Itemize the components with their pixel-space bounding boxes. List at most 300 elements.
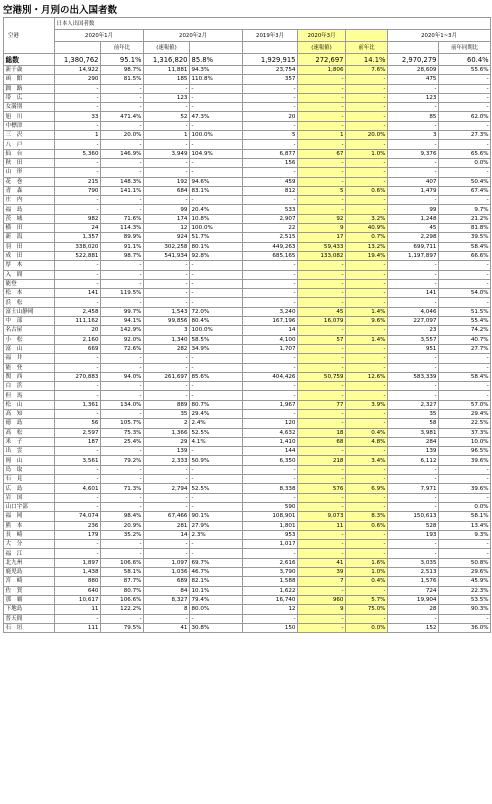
mar2020-value: - [298, 75, 346, 84]
q1-value: 528 [388, 521, 439, 530]
airport-name: 福 島 [4, 205, 55, 214]
feb-value: - [144, 363, 190, 372]
mar2019-value: 357 [243, 75, 298, 84]
table-row [4, 484, 491, 493]
jan-value: 215 [55, 177, 101, 186]
jan-yoy: 75.3% [101, 428, 144, 437]
feb-value: - [144, 103, 190, 112]
mar2020-value: - [298, 93, 346, 102]
table-row [4, 279, 491, 288]
feb-2020-header: 2020年2月 [144, 30, 243, 42]
q1-yoy: 29.4% [439, 409, 491, 418]
table-row [4, 335, 491, 344]
page-title: 空港別・月別の出入国者数 [3, 5, 118, 16]
table-row [4, 140, 491, 149]
jan-yoy: - [101, 93, 144, 102]
feb-yoy: 30.8% [190, 623, 243, 632]
mar2019-value: 533 [243, 205, 298, 214]
table-row [4, 623, 491, 632]
q1-yoy: - [439, 614, 491, 623]
mar2019-value: 108,901 [243, 512, 298, 521]
feb-value: - [144, 382, 190, 391]
mar2019-value: 2,907 [243, 214, 298, 223]
table-row [4, 158, 491, 167]
jan-value: - [55, 409, 101, 418]
mar2020-value: 92 [298, 214, 346, 223]
mar2020-value: - [298, 177, 346, 186]
q1-yoy: - [439, 121, 491, 130]
mar2020-value: - [298, 623, 346, 632]
q1-yoy: - [439, 93, 491, 102]
table-row [4, 121, 491, 130]
feb-value: 41 [144, 623, 190, 632]
mar2020-yoy: - [346, 391, 388, 400]
mar2019-value: 5 [243, 131, 298, 140]
feb-value: 2 [144, 419, 190, 428]
feb-yoy: - [190, 168, 243, 177]
jan-yoy: - [101, 354, 144, 363]
airport-name: 三 沢 [4, 131, 55, 140]
mar2019-value: 1,410 [243, 437, 298, 446]
jan-yoy: - [101, 502, 144, 511]
mar2020-value: - [298, 289, 346, 298]
q1-yoy: 55.6% [439, 66, 491, 75]
q1-yoy: 65.6% [439, 149, 491, 158]
mar2020-value: - [298, 354, 346, 363]
mar2020-value: 68 [298, 437, 346, 446]
jan-value: 790 [55, 186, 101, 195]
feb-value: - [144, 158, 190, 167]
mar2019-value: 150 [243, 623, 298, 632]
q1-value: 28,609 [388, 66, 439, 75]
mar2020-yoy: - [346, 298, 388, 307]
airport-name: 下地島 [4, 605, 55, 614]
mar19-blank [243, 42, 298, 54]
feb-value: 14 [144, 530, 190, 539]
jan-yoy: 91.1% [101, 242, 144, 251]
feb-yoy: 4.1% [190, 437, 243, 446]
q1-yoy: - [439, 382, 491, 391]
q1-yoy: 53.5% [439, 595, 491, 604]
mar2020-value: - [298, 382, 346, 391]
q1-value: 951 [388, 344, 439, 353]
mar2020-yoy: - [346, 261, 388, 270]
mar2019-value: - [243, 84, 298, 93]
table-row [4, 93, 491, 102]
mar2020-yoy: 8.3% [346, 512, 388, 521]
q1-value: - [388, 140, 439, 149]
feb-value: 1,316,820 [144, 54, 190, 66]
q1-value: 1,576 [388, 577, 439, 586]
feb-yoy: 100.0% [190, 326, 243, 335]
jan-yoy: - [101, 270, 144, 279]
mar2019-value: 812 [243, 186, 298, 195]
q1-yoy: 81.8% [439, 224, 491, 233]
feb-yoy: 58.5% [190, 335, 243, 344]
mar2020-yoy: - [346, 279, 388, 288]
feb-value: 2,794 [144, 484, 190, 493]
table-row [4, 289, 491, 298]
q1-value: 3 [388, 131, 439, 140]
jan-yoy: - [101, 382, 144, 391]
q1-yoy: 50.8% [439, 558, 491, 567]
mar2020-value: - [298, 196, 346, 205]
mar2020-value: - [298, 493, 346, 502]
q1-yoy: 96.5% [439, 447, 491, 456]
jan-value: 640 [55, 586, 101, 595]
feb-yoy: 69.7% [190, 558, 243, 567]
mar2020-yoy: 0.6% [346, 521, 388, 530]
mar2019-value: 1,017 [243, 540, 298, 549]
q1-value: 1,479 [388, 186, 439, 195]
q1-value: 724 [388, 586, 439, 595]
q1-value: - [388, 261, 439, 270]
jan-value: - [55, 465, 101, 474]
jan-yoy: - [101, 158, 144, 167]
mar20-yoy-header: 前年比 [346, 42, 388, 54]
q1-value: 475 [388, 75, 439, 84]
jan-value: 2,458 [55, 307, 101, 316]
mar2019-value: 12 [243, 605, 298, 614]
jan-yoy: - [101, 447, 144, 456]
jan-yoy: 99.7% [101, 307, 144, 316]
table-row [4, 475, 491, 484]
q1-value: 2,327 [388, 400, 439, 409]
feb-value: - [144, 140, 190, 149]
q1-value: 9,376 [388, 149, 439, 158]
airport-name: 宮 崎 [4, 577, 55, 586]
feb-value: 84 [144, 586, 190, 595]
q1-yoy: - [439, 465, 491, 474]
mar2020-value: 67 [298, 149, 346, 158]
mar2019-value: 120 [243, 419, 298, 428]
feb-yoy: - [190, 289, 243, 298]
mar2020-value: - [298, 205, 346, 214]
jan-value: 1,897 [55, 558, 101, 567]
airport-name: 新千歳 [4, 66, 55, 75]
mar2020-value: - [298, 270, 346, 279]
mar2019-value: - [243, 391, 298, 400]
airport-name: 鳥 取 [4, 465, 55, 474]
table-row [4, 75, 491, 84]
feb-value: 11,881 [144, 66, 190, 75]
airport-name: 新 潟 [4, 233, 55, 242]
q1-value: - [388, 391, 439, 400]
jan-value: 522,881 [55, 251, 101, 260]
feb-yoy: - [190, 391, 243, 400]
mar2020-value: 5 [298, 186, 346, 195]
q1-value: - [388, 354, 439, 363]
group-header: 日本人出国者数 [55, 18, 491, 30]
mar2019-value: - [243, 298, 298, 307]
table-row [4, 196, 491, 205]
table-row [4, 605, 491, 614]
jan-yoy: 71.6% [101, 214, 144, 223]
mar2020-value: - [298, 465, 346, 474]
mar2020-yoy: - [346, 84, 388, 93]
header-row-1 [4, 18, 491, 30]
jan-yoy: 95.1% [101, 54, 144, 66]
q1-value: - [388, 549, 439, 558]
mar2019-value: - [243, 382, 298, 391]
mar2020-value: - [298, 586, 346, 595]
table-row [4, 465, 491, 474]
q1-value: 3,557 [388, 335, 439, 344]
q1-yoy: 67.4% [439, 186, 491, 195]
feb-yoy: 2.3% [190, 530, 243, 539]
table-row [4, 400, 491, 409]
q1-yoy: - [439, 391, 491, 400]
mar2020-yoy: - [346, 75, 388, 84]
airport-name: 山 形 [4, 168, 55, 177]
airport-name: 仙 台 [4, 149, 55, 158]
airport-name: 大 分 [4, 540, 55, 549]
airport-name: 八 戸 [4, 140, 55, 149]
jan-value: 179 [55, 530, 101, 539]
airport-name: 函 館 [4, 75, 55, 84]
mar2019-value: 590 [243, 502, 298, 511]
feb-value: - [144, 196, 190, 205]
jan-value: 11 [55, 605, 101, 614]
q1-value: 227,097 [388, 317, 439, 326]
mar2020-value: 41 [298, 558, 346, 567]
jan-value: - [55, 270, 101, 279]
q1-yoy: 66.6% [439, 251, 491, 260]
mar2020-yoy: 13.2% [346, 242, 388, 251]
feb-value: 174 [144, 214, 190, 223]
jan-value: - [55, 493, 101, 502]
jan-value: - [55, 298, 101, 307]
mar2020-value: 218 [298, 456, 346, 465]
q1-yoy: 51.5% [439, 307, 491, 316]
mar2020-value: - [298, 540, 346, 549]
jan-yoy: 87.7% [101, 577, 144, 586]
mar2020-value: 16,079 [298, 317, 346, 326]
mar2020-value: 133,082 [298, 251, 346, 260]
feb-yoy: 80.0% [190, 605, 243, 614]
feb-value: - [144, 261, 190, 270]
jan-yoy: 79.5% [101, 623, 144, 632]
mar2020-value: - [298, 530, 346, 539]
jan-value: 1,361 [55, 400, 101, 409]
jan-value: - [55, 279, 101, 288]
jan-yoy: 98.7% [101, 66, 144, 75]
feb-yoy: 80.4% [190, 317, 243, 326]
mar2020-yoy: - [346, 289, 388, 298]
mar20-prelim-header: (速報値) [298, 42, 346, 54]
feb-yoy: - [190, 614, 243, 623]
feb-value: - [144, 502, 190, 511]
q1-value: 7,971 [388, 484, 439, 493]
feb-yoy: - [190, 279, 243, 288]
airport-name: 但 馬 [4, 391, 55, 400]
feb-prelim-header: (速報値) [144, 42, 190, 54]
jan-yoy: - [101, 84, 144, 93]
q1-value: 284 [388, 437, 439, 446]
feb-yoy: - [190, 447, 243, 456]
feb-value: - [144, 614, 190, 623]
feb-value: 541,934 [144, 251, 190, 260]
airport-name: 名古屋 [4, 326, 55, 335]
table-row [4, 437, 491, 446]
jan-value: 20 [55, 326, 101, 335]
jan-yoy: - [101, 391, 144, 400]
q1-yoy-header: 前年同期比 [439, 42, 491, 54]
feb-value: - [144, 298, 190, 307]
mar2019-value: - [243, 363, 298, 372]
table-row [4, 344, 491, 353]
airport-name: 横 田 [4, 224, 55, 233]
q1-value: - [388, 502, 439, 511]
q1-value: 3,981 [388, 428, 439, 437]
mar2020-value: 1 [298, 131, 346, 140]
q1-value: 58 [388, 419, 439, 428]
mar2020-yoy: 1.4% [346, 335, 388, 344]
jan-yoy: - [101, 614, 144, 623]
feb-value: 1,543 [144, 307, 190, 316]
feb-yoy: 27.9% [190, 521, 243, 530]
feb-value: 192 [144, 177, 190, 186]
jan-value: 982 [55, 214, 101, 223]
jan-yoy: 94.0% [101, 372, 144, 381]
jan-yoy: - [101, 475, 144, 484]
mar2020-value: 9,073 [298, 512, 346, 521]
mar2020-yoy: - [346, 419, 388, 428]
q1-yoy: - [439, 493, 491, 502]
table-row [4, 103, 491, 112]
mar2019-value: - [243, 103, 298, 112]
jan-value: - [55, 196, 101, 205]
table-row [4, 177, 491, 186]
airport-name: 出 雲 [4, 447, 55, 456]
table-row [4, 614, 491, 623]
jan-value: 14,922 [55, 66, 101, 75]
q1-value: 3,035 [388, 558, 439, 567]
feb-value: 281 [144, 521, 190, 530]
mar2020-value: 39 [298, 568, 346, 577]
jan-yoy: 20.0% [101, 131, 144, 140]
feb-value: 3 [144, 326, 190, 335]
jan-value: - [55, 540, 101, 549]
mar2020-value: - [298, 614, 346, 623]
jan-yoy: 134.0% [101, 400, 144, 409]
jan-value: - [55, 614, 101, 623]
airport-header: 空港 [4, 18, 55, 54]
q1-value: 1,248 [388, 214, 439, 223]
q1-yoy: 54.0% [439, 289, 491, 298]
mar2020-yoy: - [346, 465, 388, 474]
q1-yoy: - [439, 168, 491, 177]
q1-value: - [388, 382, 439, 391]
jan-yoy: 92.0% [101, 335, 144, 344]
table-row [4, 428, 491, 437]
feb-yoy: 80.7% [190, 400, 243, 409]
airport-name: 福 岡 [4, 512, 55, 521]
q1-2020-header: 2020年1~3月 [388, 30, 491, 42]
table-row [4, 112, 491, 121]
airport-name: 中標津 [4, 121, 55, 130]
q1-value: 19,904 [388, 595, 439, 604]
feb-yoy: 2.4% [190, 419, 243, 428]
airport-name: 富 山 [4, 344, 55, 353]
q1-value: 99 [388, 205, 439, 214]
jan-yoy: 81.5% [101, 75, 144, 84]
feb-yoy: 50.9% [190, 456, 243, 465]
total-row [4, 54, 491, 66]
table-row [4, 586, 491, 595]
q1-yoy: 57.0% [439, 400, 491, 409]
airport-name: 庄 内 [4, 196, 55, 205]
mar2020-value: 1,806 [298, 66, 346, 75]
feb-value: 924 [144, 233, 190, 242]
q1-value: 2,970,279 [388, 54, 439, 66]
feb-blank [190, 42, 243, 54]
table-row [4, 131, 491, 140]
feb-value: 123 [144, 93, 190, 102]
feb-yoy: - [190, 465, 243, 474]
jan-value: - [55, 447, 101, 456]
mar2019-value: - [243, 475, 298, 484]
q1-yoy: - [439, 363, 491, 372]
table-row [4, 233, 491, 242]
airport-name: 福 江 [4, 549, 55, 558]
mar2020-value: - [298, 112, 346, 121]
table-row [4, 382, 491, 391]
q1-yoy: 0.0% [439, 502, 491, 511]
feb-yoy: - [190, 549, 243, 558]
mar2020-yoy: - [346, 502, 388, 511]
airport-name: 長 崎 [4, 530, 55, 539]
mar2020-yoy: - [346, 103, 388, 112]
feb-yoy: 94.3% [190, 66, 243, 75]
feb-value: 29 [144, 437, 190, 446]
table-row [4, 214, 491, 223]
mar2020-yoy: 12.6% [346, 372, 388, 381]
airport-name: 青 森 [4, 186, 55, 195]
feb-value: - [144, 121, 190, 130]
jan-value: 880 [55, 577, 101, 586]
q1-yoy: 37.3% [439, 428, 491, 437]
mar2019-value: - [243, 261, 298, 270]
jan-yoy: 122.2% [101, 605, 144, 614]
jan-yoy: 141.1% [101, 186, 144, 195]
feb-yoy: 100.0% [190, 131, 243, 140]
jan-yoy: - [101, 140, 144, 149]
airport-name: 茨 城 [4, 214, 55, 223]
mar2020-yoy: 6.9% [346, 484, 388, 493]
airport-name: 山口宇部 [4, 502, 55, 511]
airport-name: 白 浜 [4, 382, 55, 391]
jan-yoy: 72.6% [101, 344, 144, 353]
mar2020-yoy: - [346, 475, 388, 484]
q1-yoy: 40.7% [439, 335, 491, 344]
table-row [4, 298, 491, 307]
mar2019-value: 953 [243, 530, 298, 539]
mar2020-yoy: - [346, 158, 388, 167]
mar2019-value: 16,740 [243, 595, 298, 604]
mar2020-value: 960 [298, 595, 346, 604]
mar2020-yoy: - [346, 205, 388, 214]
q1-value: - [388, 196, 439, 205]
feb-yoy: - [190, 261, 243, 270]
airport-name: 北九州 [4, 558, 55, 567]
mar2020-yoy: - [346, 112, 388, 121]
jan-value: - [55, 354, 101, 363]
airport-name: 能 登 [4, 363, 55, 372]
table-row [4, 391, 491, 400]
mar2020-yoy: 0.4% [346, 577, 388, 586]
feb-value: 1,036 [144, 568, 190, 577]
